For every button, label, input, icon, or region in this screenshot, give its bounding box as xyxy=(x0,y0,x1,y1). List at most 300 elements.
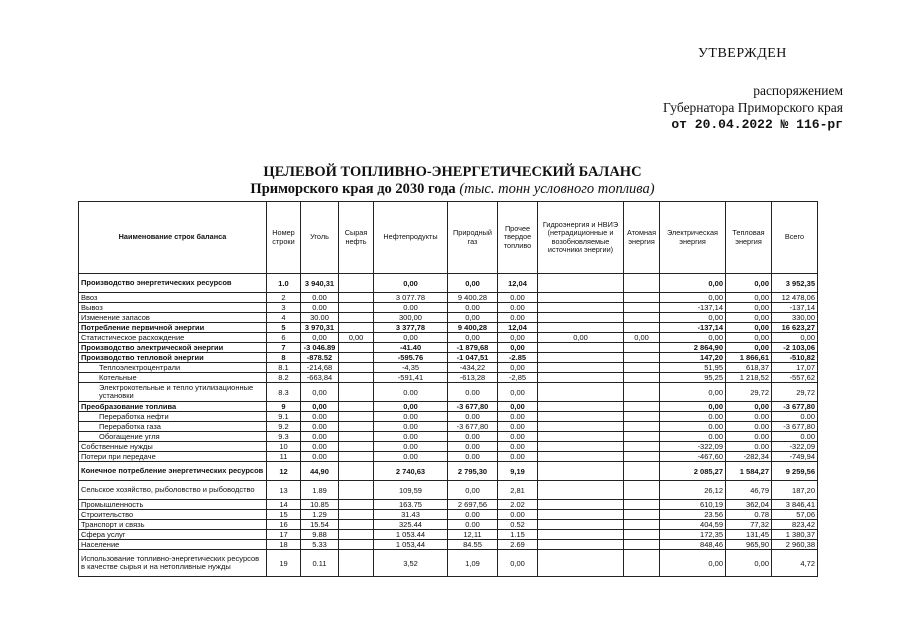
value-cell: 2 864,90 xyxy=(660,343,726,353)
table-body xyxy=(79,274,818,577)
table-row xyxy=(79,274,818,293)
value-cell xyxy=(538,274,624,293)
value-cell: 147,20 xyxy=(660,353,726,363)
table-row xyxy=(79,442,818,452)
value-cell: 0,00 xyxy=(498,383,538,402)
value-cell: 187,20 xyxy=(772,481,818,500)
value-cell: 1 380,37 xyxy=(772,530,818,540)
row-label: Переработка газа xyxy=(79,422,267,432)
value-cell: 2 085,27 xyxy=(660,462,726,481)
row-number: 6 xyxy=(267,333,301,343)
value-cell xyxy=(339,540,374,550)
value-cell: 0.00 xyxy=(301,442,339,452)
value-cell xyxy=(339,462,374,481)
table-row xyxy=(79,432,818,442)
value-cell xyxy=(339,432,374,442)
value-cell xyxy=(339,383,374,402)
value-cell: 0.52 xyxy=(498,520,538,530)
value-cell: 12,11 xyxy=(448,530,498,540)
value-cell: 0.00 xyxy=(374,303,448,313)
value-cell: 172,35 xyxy=(660,530,726,540)
value-cell: -510,82 xyxy=(772,353,818,363)
value-cell: 610,19 xyxy=(660,500,726,510)
value-cell xyxy=(339,412,374,422)
value-cell: 0,00 xyxy=(301,402,339,412)
row-label: Производство энергетических ресурсов xyxy=(79,274,267,293)
value-cell: 1 053,44 xyxy=(374,540,448,550)
row-number: 9.2 xyxy=(267,422,301,432)
value-cell: 2 697,56 xyxy=(448,500,498,510)
value-cell: 29,72 xyxy=(726,383,772,402)
value-cell: 0.00 xyxy=(498,422,538,432)
value-cell: 2.69 xyxy=(498,540,538,550)
value-cell: 0.78 xyxy=(726,510,772,520)
value-cell: 0,00 xyxy=(726,323,772,333)
value-cell: -2,85 xyxy=(498,373,538,383)
value-cell xyxy=(624,274,660,293)
value-cell: -3 046.89 xyxy=(301,343,339,353)
value-cell: 9 400,28 xyxy=(448,323,498,333)
value-cell: 618,37 xyxy=(726,363,772,373)
row-label: Теплоэлектроцентрали xyxy=(79,363,267,373)
value-cell: 23.56 xyxy=(660,510,726,520)
value-cell: 31.43 xyxy=(374,510,448,520)
value-cell: 15.54 xyxy=(301,520,339,530)
value-cell xyxy=(538,462,624,481)
value-cell: -137,14 xyxy=(660,303,726,313)
row-number: 8.1 xyxy=(267,363,301,373)
value-cell xyxy=(624,510,660,520)
table-row xyxy=(79,293,818,303)
value-cell: 0,00 xyxy=(726,550,772,577)
value-cell: 0.00 xyxy=(448,432,498,442)
value-cell: 29,72 xyxy=(772,383,818,402)
row-number: 8.2 xyxy=(267,373,301,383)
value-cell: 0,00 xyxy=(448,274,498,293)
row-label: Ввоз xyxy=(79,293,267,303)
value-cell: 848,46 xyxy=(660,540,726,550)
row-label: Преобразование топлива xyxy=(79,402,267,412)
value-cell: 0.00 xyxy=(498,442,538,452)
value-cell xyxy=(339,274,374,293)
value-cell xyxy=(624,373,660,383)
value-cell xyxy=(538,412,624,422)
value-cell: 46,79 xyxy=(726,481,772,500)
value-cell: 0.00 xyxy=(448,383,498,402)
row-label: Электрокотельные и тепло утилизационные установки xyxy=(79,383,267,402)
value-cell xyxy=(624,363,660,373)
value-cell: 0,00 xyxy=(726,333,772,343)
value-cell: 1 053.44 xyxy=(374,530,448,540)
value-cell: 325.44 xyxy=(374,520,448,530)
table-row xyxy=(79,550,818,577)
value-cell: 0.00 xyxy=(726,422,772,432)
row-label: Сельское хозяйство, рыболовство и рыбоводство xyxy=(79,481,267,500)
value-cell xyxy=(339,363,374,373)
row-number: 11 xyxy=(267,452,301,462)
balance-table xyxy=(78,201,818,577)
value-cell: 9.88 xyxy=(301,530,339,540)
value-cell: 57,06 xyxy=(772,510,818,520)
value-cell: 0,00 xyxy=(374,274,448,293)
value-cell xyxy=(538,510,624,520)
row-number: 3 xyxy=(267,303,301,313)
value-cell: 0.00 xyxy=(726,442,772,452)
value-cell: 10.85 xyxy=(301,500,339,510)
row-label: Конечное потребление энергетических ресурсов xyxy=(79,462,267,481)
value-cell: 0,00 xyxy=(498,363,538,373)
value-cell: 1.15 xyxy=(498,530,538,540)
table-row xyxy=(79,383,818,402)
value-cell xyxy=(538,432,624,442)
value-cell: 163.75 xyxy=(374,500,448,510)
value-cell: -214,68 xyxy=(301,363,339,373)
value-cell: 0,00 xyxy=(726,402,772,412)
value-cell xyxy=(339,520,374,530)
title-line-2: Приморского края до 2030 года xyxy=(250,181,456,197)
row-number: 19 xyxy=(267,550,301,577)
value-cell xyxy=(538,452,624,462)
value-cell xyxy=(624,500,660,510)
value-cell xyxy=(339,323,374,333)
document-title xyxy=(0,164,905,198)
value-cell: 404,59 xyxy=(660,520,726,530)
value-cell: 0.00 xyxy=(374,442,448,452)
table-row xyxy=(79,313,818,323)
table-row xyxy=(79,373,818,383)
value-cell: -557,62 xyxy=(772,373,818,383)
value-cell: 3 077.78 xyxy=(374,293,448,303)
value-cell xyxy=(624,442,660,452)
row-number: 12 xyxy=(267,462,301,481)
row-label: Сфера услуг xyxy=(79,530,267,540)
value-cell: 77,32 xyxy=(726,520,772,530)
value-cell: -467,60 xyxy=(660,452,726,462)
value-cell: -322,09 xyxy=(660,442,726,452)
value-cell: 4,72 xyxy=(772,550,818,577)
row-label: Котельные xyxy=(79,373,267,383)
value-cell xyxy=(624,520,660,530)
table-row xyxy=(79,462,818,481)
value-cell xyxy=(538,373,624,383)
table-row xyxy=(79,481,818,500)
row-label: Промышленность xyxy=(79,500,267,510)
value-cell: 3 940,31 xyxy=(301,274,339,293)
value-cell: 51,95 xyxy=(660,363,726,373)
value-cell xyxy=(538,500,624,510)
value-cell: 0.00 xyxy=(301,422,339,432)
value-cell: -41.40 xyxy=(374,343,448,353)
value-cell: -4,35 xyxy=(374,363,448,373)
value-cell: -3 677,80 xyxy=(448,422,498,432)
column-header: Сырая нефть xyxy=(339,202,374,274)
value-cell: 2 795,30 xyxy=(448,462,498,481)
value-cell: -1 879,68 xyxy=(448,343,498,353)
column-header: Электрическая энергия xyxy=(660,202,726,274)
row-label: Изменение запасов xyxy=(79,313,267,323)
value-cell: 0,00 xyxy=(538,333,624,343)
value-cell xyxy=(538,293,624,303)
value-cell: 0,00 xyxy=(660,550,726,577)
value-cell: 0.00 xyxy=(660,412,726,422)
value-cell xyxy=(624,293,660,303)
value-cell: 0,00 xyxy=(448,481,498,500)
value-cell: 0.00 xyxy=(772,432,818,442)
value-cell: 2 740,63 xyxy=(374,462,448,481)
column-header: Номер строки xyxy=(267,202,301,274)
value-cell xyxy=(538,550,624,577)
value-cell xyxy=(339,510,374,520)
value-cell: 44,90 xyxy=(301,462,339,481)
value-cell xyxy=(538,540,624,550)
value-cell xyxy=(624,540,660,550)
value-cell: 0.00 xyxy=(448,412,498,422)
value-cell: 0.00 xyxy=(726,412,772,422)
value-cell: 30.00 xyxy=(301,313,339,323)
table-row xyxy=(79,303,818,313)
table-header-row xyxy=(79,202,818,274)
order-reference xyxy=(663,82,843,133)
value-cell xyxy=(624,313,660,323)
order-line-2: Губернатора Приморского края xyxy=(663,100,843,115)
value-cell xyxy=(538,343,624,353)
row-label: Потребление первичной энергии xyxy=(79,323,267,333)
value-cell xyxy=(624,383,660,402)
value-cell xyxy=(624,323,660,333)
table-row xyxy=(79,500,818,510)
value-cell: 12 478,06 xyxy=(772,293,818,303)
row-label: Транспорт и связь xyxy=(79,520,267,530)
value-cell: 0.00 xyxy=(301,293,339,303)
value-cell: -137,14 xyxy=(660,323,726,333)
value-cell: 0.00 xyxy=(448,520,498,530)
value-cell: 26,12 xyxy=(660,481,726,500)
value-cell: 0,00 xyxy=(339,333,374,343)
value-cell: -591,41 xyxy=(374,373,448,383)
value-cell: 823,42 xyxy=(772,520,818,530)
table-row xyxy=(79,520,818,530)
value-cell: 0.00 xyxy=(448,452,498,462)
value-cell: 0.00 xyxy=(374,422,448,432)
value-cell: 0,00 xyxy=(772,333,818,343)
value-cell: 0,00 xyxy=(301,333,339,343)
value-cell xyxy=(538,481,624,500)
value-cell: 2,81 xyxy=(498,481,538,500)
row-number: 9 xyxy=(267,402,301,412)
row-label: Вывоз xyxy=(79,303,267,313)
value-cell xyxy=(339,550,374,577)
column-header: Природный газ xyxy=(448,202,498,274)
value-cell: 3 970,31 xyxy=(301,323,339,333)
title-line-1: ЦЕЛЕВОЙ ТОПЛИВНО-ЭНЕРГЕТИЧЕСКИЙ БАЛАНС xyxy=(263,164,642,180)
value-cell: 16 623,27 xyxy=(772,323,818,333)
row-label: Население xyxy=(79,540,267,550)
row-label: Собственные нужды xyxy=(79,442,267,452)
value-cell: -3 677,80 xyxy=(772,422,818,432)
value-cell xyxy=(624,462,660,481)
row-label: Производство электрической энергии xyxy=(79,343,267,353)
row-label: Потери при передаче xyxy=(79,452,267,462)
value-cell xyxy=(538,442,624,452)
value-cell: 17,07 xyxy=(772,363,818,373)
value-cell xyxy=(339,530,374,540)
value-cell: 1,09 xyxy=(448,550,498,577)
value-cell xyxy=(339,293,374,303)
value-cell: 9 400.28 xyxy=(448,293,498,303)
column-header: Нефтепродукты xyxy=(374,202,448,274)
value-cell xyxy=(624,550,660,577)
row-label: Производство тепловой энергии xyxy=(79,353,267,363)
value-cell: 0.00 xyxy=(772,412,818,422)
value-cell: -3 677,80 xyxy=(448,402,498,412)
value-cell: 9 259,56 xyxy=(772,462,818,481)
row-label: Использование топливно-энергетических ресурсов в качестве сырья и на нетопливные нужды xyxy=(79,550,267,577)
value-cell: 9,19 xyxy=(498,462,538,481)
value-cell xyxy=(339,373,374,383)
value-cell: 362,04 xyxy=(726,500,772,510)
value-cell: 0.00 xyxy=(726,432,772,442)
value-cell: 330,00 xyxy=(772,313,818,323)
row-number: 16 xyxy=(267,520,301,530)
value-cell: 0.00 xyxy=(374,383,448,402)
table-row xyxy=(79,452,818,462)
value-cell xyxy=(339,422,374,432)
value-cell: 0,00 xyxy=(660,383,726,402)
table-row xyxy=(79,412,818,422)
value-cell: -322,09 xyxy=(772,442,818,452)
value-cell: 3 377,78 xyxy=(374,323,448,333)
row-number: 13 xyxy=(267,481,301,500)
table-row xyxy=(79,343,818,353)
value-cell: 1 218,52 xyxy=(726,373,772,383)
row-number: 5 xyxy=(267,323,301,333)
value-cell: 1.89 xyxy=(301,481,339,500)
value-cell: 0.00 xyxy=(374,432,448,442)
value-cell: -137,14 xyxy=(772,303,818,313)
value-cell: 0.00 xyxy=(498,452,538,462)
value-cell: 0,00 xyxy=(726,313,772,323)
table-row xyxy=(79,540,818,550)
value-cell: 0,00 xyxy=(726,343,772,353)
row-label: Статистическое расхождение xyxy=(79,333,267,343)
value-cell xyxy=(339,442,374,452)
row-number: 9.3 xyxy=(267,432,301,442)
value-cell: 131,45 xyxy=(726,530,772,540)
value-cell xyxy=(538,422,624,432)
value-cell: 0.00 xyxy=(498,432,538,442)
approved-label: УТВЕРЖДЕН xyxy=(698,46,787,61)
value-cell: 2 960,38 xyxy=(772,540,818,550)
value-cell: 0.00 xyxy=(498,313,538,323)
value-cell: 5.33 xyxy=(301,540,339,550)
value-cell: 0,00 xyxy=(660,274,726,293)
value-cell: -1 047,51 xyxy=(448,353,498,363)
value-cell: 3,52 xyxy=(374,550,448,577)
value-cell: 0,00 xyxy=(498,333,538,343)
order-date-number: от 20.04.2022 № 116-рг xyxy=(671,117,843,132)
value-cell: 0.00 xyxy=(498,293,538,303)
value-cell: -749,94 xyxy=(772,452,818,462)
value-cell: -282,34 xyxy=(726,452,772,462)
row-number: 4 xyxy=(267,313,301,323)
column-header: Гидроэнергия и НВИЭ (нетрадиционные и возобновляемые источники энергии) xyxy=(538,202,624,274)
column-header: Наименование строк баланса xyxy=(79,202,267,274)
value-cell: 0,00 xyxy=(624,333,660,343)
column-header: Атомная энергия xyxy=(624,202,660,274)
value-cell: 0,00 xyxy=(660,402,726,412)
value-cell: -613,28 xyxy=(448,373,498,383)
value-cell: 0.00 xyxy=(448,303,498,313)
value-cell xyxy=(538,323,624,333)
value-cell: 0,00 xyxy=(374,333,448,343)
row-number: 9.1 xyxy=(267,412,301,422)
value-cell xyxy=(624,452,660,462)
value-cell: -2.85 xyxy=(498,353,538,363)
value-cell xyxy=(339,303,374,313)
value-cell: 0,00 xyxy=(498,402,538,412)
value-cell: 3 952,35 xyxy=(772,274,818,293)
value-cell xyxy=(339,343,374,353)
value-cell: 0,00 xyxy=(726,293,772,303)
row-number: 17 xyxy=(267,530,301,540)
value-cell: 84.55 xyxy=(448,540,498,550)
row-number: 14 xyxy=(267,500,301,510)
value-cell: 0.00 xyxy=(301,452,339,462)
value-cell: 0.00 xyxy=(448,442,498,452)
column-header: Всего xyxy=(772,202,818,274)
table-row xyxy=(79,510,818,520)
value-cell: 965,90 xyxy=(726,540,772,550)
column-header: Уголь xyxy=(301,202,339,274)
value-cell xyxy=(538,520,624,530)
value-cell xyxy=(624,481,660,500)
value-cell: 2.02 xyxy=(498,500,538,510)
value-cell xyxy=(538,313,624,323)
value-cell: 0.00 xyxy=(301,432,339,442)
value-cell xyxy=(624,432,660,442)
value-cell: 0.00 xyxy=(498,412,538,422)
value-cell: 0.00 xyxy=(660,432,726,442)
row-number: 8 xyxy=(267,353,301,363)
value-cell: 0.00 xyxy=(374,412,448,422)
table-row xyxy=(79,422,818,432)
value-cell: -3 677,80 xyxy=(772,402,818,412)
value-cell xyxy=(339,452,374,462)
row-number: 10 xyxy=(267,442,301,452)
value-cell: 0.00 xyxy=(301,303,339,313)
column-header: Прочее твердое топливо xyxy=(498,202,538,274)
value-cell xyxy=(538,530,624,540)
value-cell: -663,84 xyxy=(301,373,339,383)
row-label: Переработка нефти xyxy=(79,412,267,422)
order-line-1: распоряжением xyxy=(753,83,843,98)
row-label: Обогащение угля xyxy=(79,432,267,442)
value-cell xyxy=(339,402,374,412)
row-number: 7 xyxy=(267,343,301,353)
title-unit: (тыс. тонн условного топлива) xyxy=(459,181,655,197)
value-cell: 0.00 xyxy=(374,452,448,462)
value-cell: 0,00 xyxy=(660,313,726,323)
row-number: 1.0 xyxy=(267,274,301,293)
value-cell: 1.29 xyxy=(301,510,339,520)
row-number: 15 xyxy=(267,510,301,520)
table-row xyxy=(79,353,818,363)
value-cell: 12,04 xyxy=(498,323,538,333)
value-cell xyxy=(538,363,624,373)
value-cell xyxy=(538,303,624,313)
value-cell xyxy=(538,383,624,402)
row-number: 8.3 xyxy=(267,383,301,402)
